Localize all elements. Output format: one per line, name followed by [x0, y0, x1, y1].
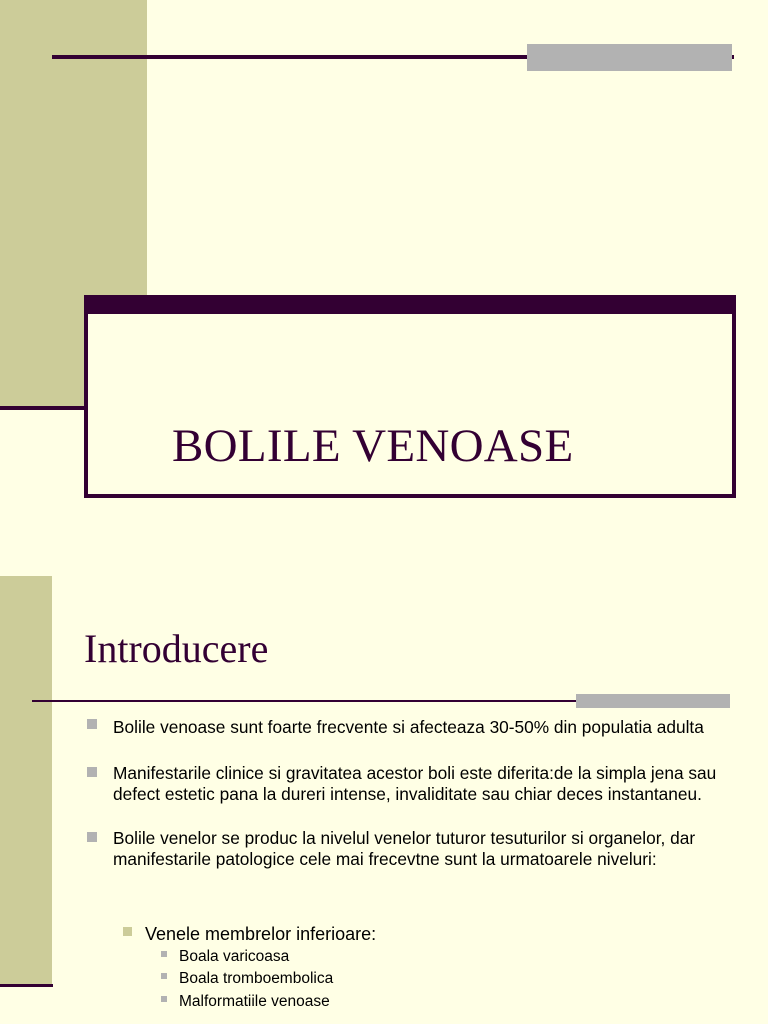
bullet-text: Manifestarile clinice si gravitatea acestor boli este diferita:de la simpla jena sau defect estetic pana la dureri intense, invaliditate sau chiar deces instantaneu. — [113, 763, 717, 804]
bullet-marker — [87, 719, 97, 729]
sub-bullet-text: Venele membrelor inferioare: — [145, 924, 377, 944]
grey-bar — [576, 694, 730, 708]
slide-heading: Introducere — [84, 626, 269, 671]
bullet-marker — [87, 832, 97, 842]
rule-stub — [0, 984, 53, 987]
grey-bar — [527, 44, 732, 71]
title-box — [84, 295, 736, 498]
accent-band — [0, 576, 52, 986]
title-box-header — [88, 299, 732, 314]
bullet-text: Bolile venoase sunt foarte frecvente si afecteaza 30-50% din populatia adulta — [113, 717, 704, 737]
sub-sub-bullet-marker — [161, 951, 167, 957]
sub-sub-bullet-marker — [161, 996, 167, 1002]
sub-sub-bullet-text: Boala tromboembolica — [179, 970, 334, 987]
sub-sub-bullet-text: Boala varicoasa — [179, 948, 290, 965]
sub-sub-bullet-text: Malformatiile venoase — [179, 993, 330, 1010]
bullet-text: Bolile venelor se produc la nivelul venelor tuturor tesuturilor si organelor, dar manifestarile patologice cele mai frecevtne sunt la urmatoarele niveluri: — [113, 828, 696, 869]
slide-title: BOLILE VENOASE — [172, 420, 574, 472]
rule-stub — [0, 406, 86, 410]
bullet-marker — [87, 767, 97, 777]
sub-bullet-marker — [123, 927, 132, 936]
sub-sub-bullet-marker — [161, 973, 167, 979]
